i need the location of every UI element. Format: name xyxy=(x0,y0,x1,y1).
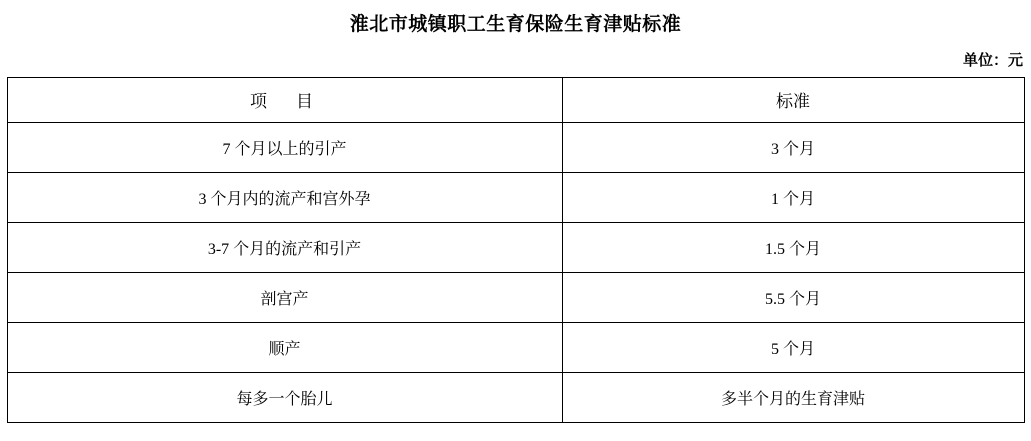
table-header-row xyxy=(7,77,1024,122)
benefit-standard-table xyxy=(7,77,1025,423)
cell-item: 3 个月内的流产和宫外孕 xyxy=(7,172,562,222)
table-row xyxy=(7,122,1024,172)
column-header-item: 项 目 xyxy=(7,77,562,122)
cell-standard: 3 个月 xyxy=(562,122,1024,172)
table-row xyxy=(7,372,1024,422)
table-row xyxy=(7,272,1024,322)
table-row xyxy=(7,322,1024,372)
cell-item: 剖宫产 xyxy=(7,272,562,322)
cell-standard: 5 个月 xyxy=(562,322,1024,372)
cell-standard: 1 个月 xyxy=(562,172,1024,222)
cell-standard: 1.5 个月 xyxy=(562,222,1024,272)
cell-item: 3-7 个月的流产和引产 xyxy=(7,222,562,272)
cell-item: 每多一个胎儿 xyxy=(7,372,562,422)
table-row xyxy=(7,222,1024,272)
page-title: 淮北市城镇职工生育保险生育津贴标准 xyxy=(349,14,682,35)
column-header-standard: 标准 xyxy=(562,77,1024,122)
cell-item: 顺产 xyxy=(7,322,562,372)
cell-standard: 多半个月的生育津贴 xyxy=(562,372,1024,422)
cell-item: 7 个月以上的引产 xyxy=(7,122,562,172)
cell-standard: 5.5 个月 xyxy=(562,272,1024,322)
table-row xyxy=(7,172,1024,222)
unit-note: 单位：元 xyxy=(962,51,1023,69)
